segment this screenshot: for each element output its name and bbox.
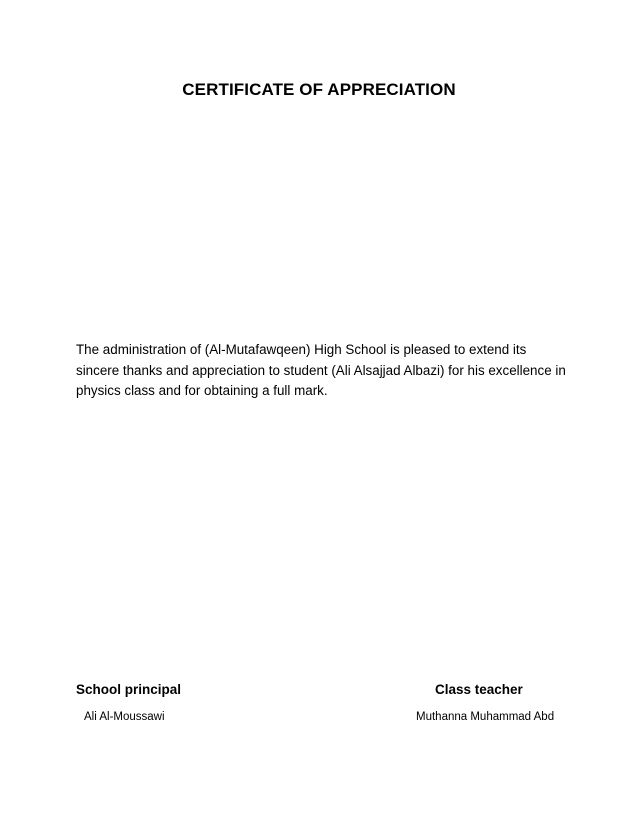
certificate-title: CERTIFICATE OF APPRECIATION <box>182 80 456 99</box>
teacher-label: Class teacher <box>435 682 523 697</box>
certificate-body: The administration of (Al-Mutafawqeen) High School is pleased to extend its sincere thanks and appreciation to student (Ali Alsajjad Albazi) for his excellence in physics class and for obtaining a full mark. <box>76 342 566 398</box>
teacher-name: Muthanna Muhammad Abd <box>416 711 555 723</box>
principal-label: School principal <box>76 682 182 697</box>
principal-name: Ali Al-Moussawi <box>84 711 165 723</box>
